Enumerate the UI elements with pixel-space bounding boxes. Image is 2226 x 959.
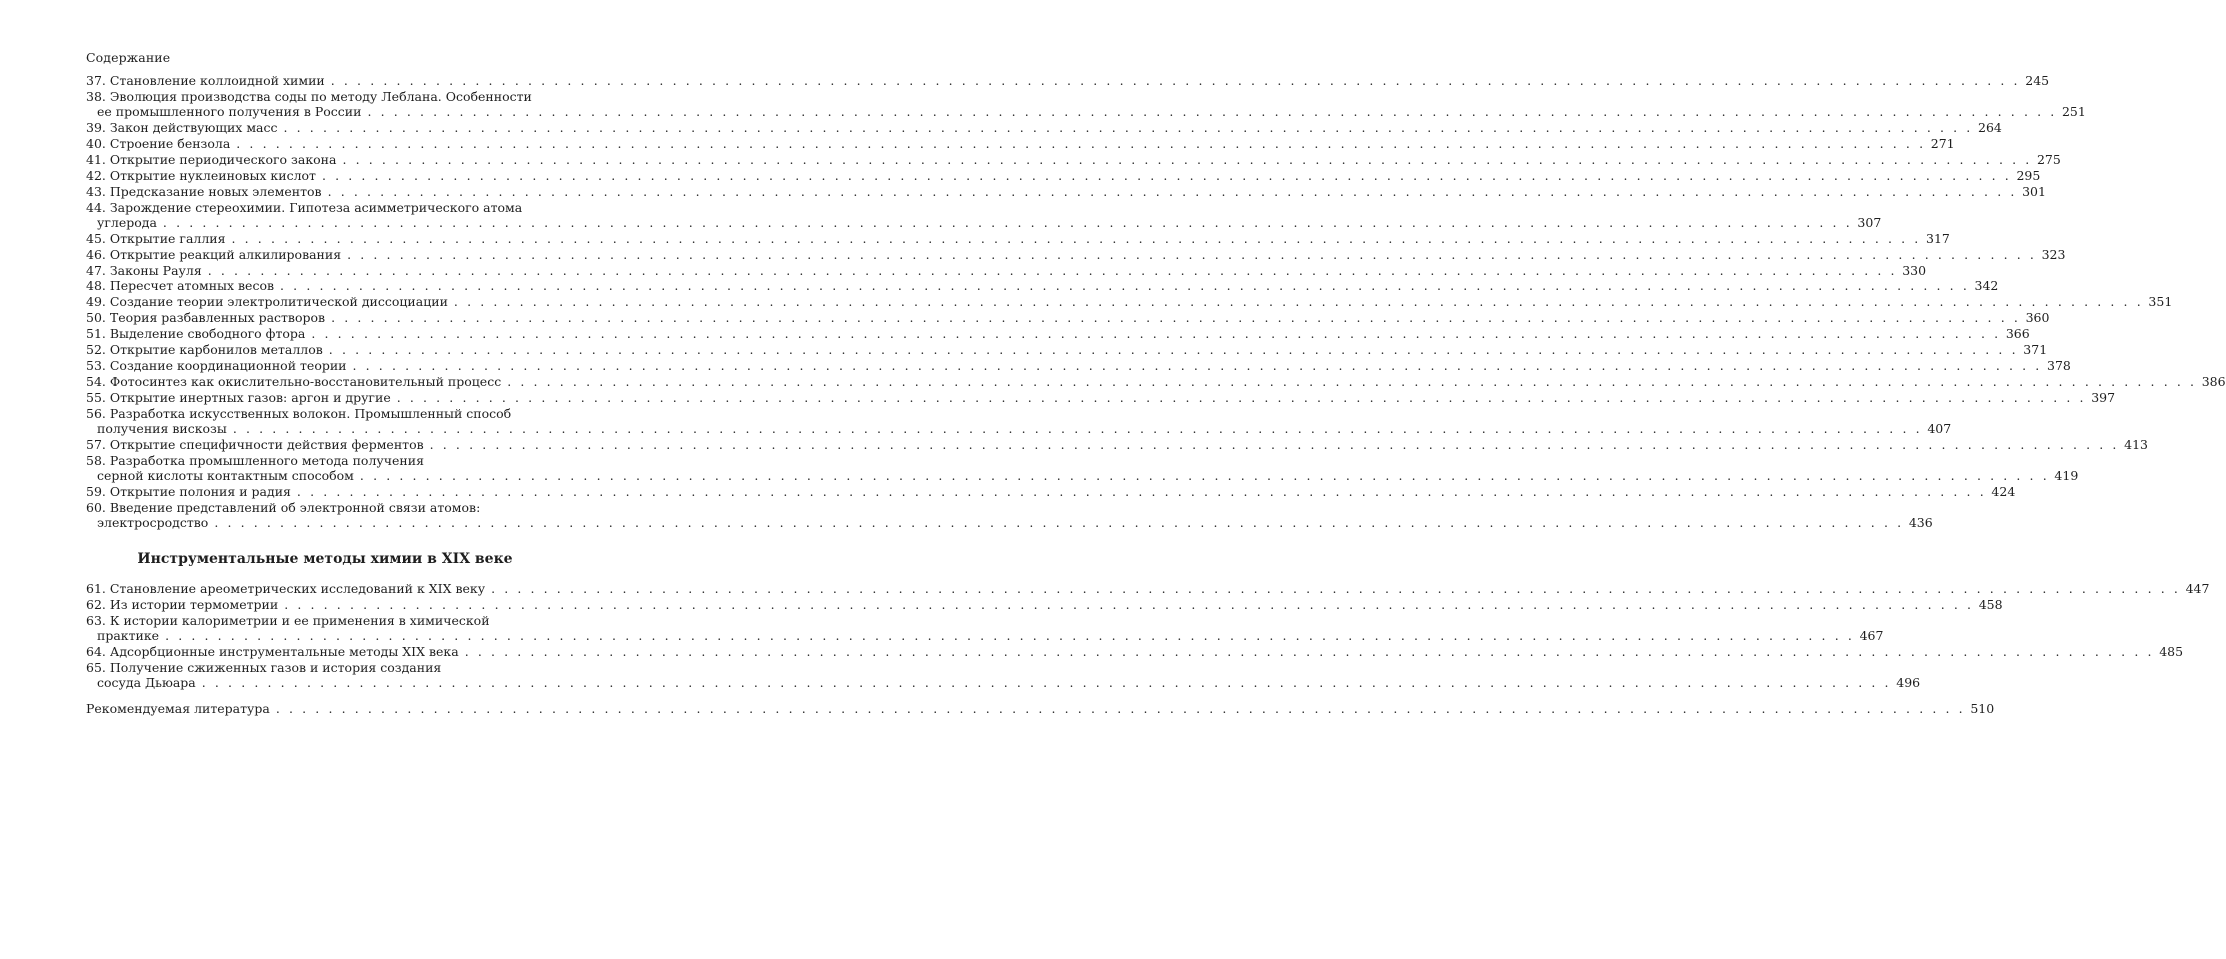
toc-page-number: 424 xyxy=(1991,483,2016,499)
dot-leader xyxy=(507,374,2196,389)
toc-entry-line xyxy=(86,200,564,215)
toc-page-number: 467 xyxy=(1859,628,1884,644)
toc-entry-title: 43. Предсказание новых элементов xyxy=(86,183,322,199)
toc-page-number: 307 xyxy=(1857,214,1882,230)
toc-page-number: 251 xyxy=(2061,104,2086,120)
toc-page-number: 436 xyxy=(1908,514,1933,530)
toc-entry-title: электросродство xyxy=(97,514,209,530)
toc-entry-title: углерода xyxy=(97,214,157,230)
toc-entry-line xyxy=(86,167,2041,183)
dot-leader xyxy=(367,104,2056,119)
running-head: Содержание xyxy=(86,50,171,65)
dot-leader xyxy=(202,675,1891,690)
dot-leader xyxy=(328,184,2017,199)
toc-entry[interactable] xyxy=(86,88,2086,120)
toc-entry-line xyxy=(86,420,1952,436)
toc-entry-line xyxy=(86,341,2048,357)
section-heading: Инструментальные методы химии в XIX веке xyxy=(137,551,513,568)
dot-leader xyxy=(353,358,2042,373)
toc-entry-line xyxy=(86,644,2184,660)
toc-entry-line xyxy=(86,310,2050,326)
toc-entry-literature[interactable] xyxy=(86,701,1995,717)
toc-entry-title: сосуда Дьюара xyxy=(97,675,196,691)
toc-page-number: 485 xyxy=(2159,644,2184,660)
toc-entry[interactable] xyxy=(86,597,2003,613)
toc-entry-line xyxy=(86,483,2016,499)
toc-page-number: 386 xyxy=(2201,373,2226,389)
toc-entry-line xyxy=(86,514,1933,530)
toc-page-number: 407 xyxy=(1927,420,1952,436)
toc-entry-line xyxy=(86,294,2173,310)
dot-leader xyxy=(322,168,2011,183)
toc-entry-title: 58. Разработка промышленного метода получения xyxy=(86,452,424,468)
toc-entry-title: 57. Открытие специфичности действия ферментов xyxy=(86,436,424,452)
dot-leader xyxy=(331,310,2020,325)
toc-entry[interactable] xyxy=(86,357,2071,373)
toc-entry[interactable] xyxy=(86,262,1927,278)
toc-page-number: 496 xyxy=(1896,675,1921,691)
toc-page-number: 447 xyxy=(2185,581,2210,597)
toc-entry-title: 39. Закон действующих масс xyxy=(86,120,278,136)
toc-entry-line xyxy=(86,660,564,675)
toc-page-number: 458 xyxy=(1978,597,2003,613)
toc-entry-title: 62. Из истории термометрии xyxy=(86,597,279,613)
toc-page-number: 413 xyxy=(2124,436,2148,452)
toc-entry-title: 46. Открытие реакций алкилирования xyxy=(86,246,342,262)
dot-leader xyxy=(232,231,1921,246)
toc-entry-line xyxy=(86,104,2086,120)
toc-entry-line xyxy=(86,183,2046,199)
dot-leader xyxy=(465,644,2154,659)
toc-entry-title: 54. Фотосинтез как окислительно-восстановительный процесс xyxy=(86,373,502,389)
dot-leader xyxy=(208,263,1897,278)
toc-page-number: 397 xyxy=(2091,389,2116,405)
toc-entry-line xyxy=(86,262,1927,278)
toc-entry[interactable] xyxy=(86,389,2116,405)
dot-leader xyxy=(329,342,2018,357)
toc-entry[interactable] xyxy=(86,613,1884,644)
toc-entry[interactable] xyxy=(86,294,2173,310)
toc-entry-line xyxy=(86,597,2003,613)
toc-page-number: 245 xyxy=(2025,73,2050,88)
toc-entry-title: 45. Открытие галлия xyxy=(86,230,226,246)
toc-entry-title: 63. К истории калориметрии и ее применения в химической xyxy=(86,613,490,629)
toc-entry-line xyxy=(86,581,2210,597)
toc-entry[interactable] xyxy=(86,151,2061,167)
toc-entry-title: 65. Получение сжиженных газов и история создания xyxy=(86,660,442,676)
toc-entry-line xyxy=(86,389,2116,405)
toc-entry-line xyxy=(86,246,2066,262)
toc-entry[interactable] xyxy=(86,452,2079,484)
dot-leader xyxy=(280,278,1969,293)
toc-entry-title: 49. Создание теории электролитической диссоциации xyxy=(86,294,448,310)
toc-entry-line xyxy=(86,500,564,515)
toc-entry-line xyxy=(86,436,2148,452)
dot-leader xyxy=(284,120,1973,135)
toc-entry-line xyxy=(86,73,2050,88)
toc-entry-line xyxy=(86,326,2030,342)
dot-leader xyxy=(236,136,1925,151)
toc-entry-title: 56. Разработка искусственных волокон. Промышленный способ xyxy=(86,405,512,421)
toc-entry-title: 59. Открытие полония и радия xyxy=(86,483,291,499)
toc-entry-line xyxy=(86,278,1999,294)
toc-list-chapters xyxy=(86,73,2226,530)
toc-list-instrumental xyxy=(86,581,2210,691)
toc-entry-line xyxy=(86,406,564,421)
toc-page-number: 419 xyxy=(2054,467,2079,483)
toc-entry-line xyxy=(86,613,564,628)
toc-entry-line xyxy=(86,675,1921,691)
toc-entry-title: 38. Эволюция производства соды по методу Леблана. Особенности xyxy=(86,88,532,104)
toc-entry-title: 61. Становление ареометрических исследований к XIX веку xyxy=(86,581,486,597)
table-of-contents xyxy=(86,73,2226,717)
toc-page-number: 271 xyxy=(1930,135,1955,151)
dot-leader xyxy=(360,468,2049,483)
toc-entry[interactable] xyxy=(86,373,2226,389)
dot-leader xyxy=(284,597,1973,612)
toc-entry[interactable] xyxy=(86,167,2041,183)
toc-entry-title: ее промышленного получения в России xyxy=(97,104,362,120)
toc-entry-line xyxy=(86,151,2061,167)
toc-page-number: 275 xyxy=(2036,151,2061,167)
toc-entry[interactable] xyxy=(86,581,2210,597)
toc-page-number: 510 xyxy=(1970,701,1995,717)
toc-entry-title: 53. Создание координационной теории xyxy=(86,357,347,373)
toc-entry[interactable] xyxy=(86,230,1950,246)
spacer xyxy=(86,691,564,701)
toc-entry-title: 40. Строение бензола xyxy=(86,135,231,151)
toc-entry-title: 47. Законы Рауля xyxy=(86,262,202,278)
toc-entry[interactable] xyxy=(86,644,2184,660)
toc-page-number: 342 xyxy=(1974,278,1999,294)
toc-page-number: 295 xyxy=(2016,167,2041,183)
toc-entry[interactable] xyxy=(86,405,1952,437)
toc-entry-title: 52. Открытие карбонилов металлов xyxy=(86,341,323,357)
dot-leader xyxy=(454,294,2143,309)
toc-entry[interactable] xyxy=(86,73,2050,88)
toc-entry-line xyxy=(86,135,1955,151)
toc-entry[interactable] xyxy=(86,278,1999,294)
toc-entry-title: серной кислоты контактным способом xyxy=(97,467,354,483)
dot-leader xyxy=(347,247,2036,262)
toc-entry[interactable] xyxy=(86,341,2048,357)
dot-leader xyxy=(165,628,1854,643)
toc-page-number: 351 xyxy=(2148,294,2173,310)
dot-leader xyxy=(491,581,2180,596)
toc-page-number: 301 xyxy=(2022,183,2046,199)
toc-page-number: 378 xyxy=(2047,357,2071,373)
toc-entry[interactable] xyxy=(86,246,2066,262)
dot-leader xyxy=(397,390,2086,405)
toc-page-number: 330 xyxy=(1902,262,1927,278)
toc-entry-line xyxy=(86,89,564,104)
toc-page-number: 317 xyxy=(1926,230,1950,246)
toc-entry[interactable] xyxy=(86,183,2046,199)
dot-leader xyxy=(214,515,1903,530)
toc-entry[interactable] xyxy=(86,483,2016,499)
toc-entry-title: 60. Введение представлений об электронной связи атомов: xyxy=(86,499,481,515)
toc-entry[interactable] xyxy=(86,199,1882,231)
dot-leader xyxy=(233,421,1922,436)
dot-leader xyxy=(342,152,2031,167)
toc-entry-line xyxy=(86,373,2226,389)
toc-entry-title: 44. Зарождение стереохимии. Гипотеза асимметрического атома xyxy=(86,199,523,215)
dot-leader xyxy=(430,437,2119,452)
toc-entry[interactable] xyxy=(86,499,1933,531)
toc-entry-title: практике xyxy=(97,628,160,644)
toc-page-number: 323 xyxy=(2041,246,2066,262)
toc-entry-title: 48. Пересчет атомных весов xyxy=(86,278,275,294)
toc-entry[interactable] xyxy=(86,120,2002,136)
toc-page-number: 366 xyxy=(2005,326,2030,342)
toc-entry-title: 41. Открытие периодического закона xyxy=(86,151,337,167)
dot-leader xyxy=(297,484,1986,499)
toc-entry-title: 51. Выделение свободного фтора xyxy=(86,326,306,342)
toc-entry-title: 64. Адсорбционные инструментальные методы XIX века xyxy=(86,644,459,660)
toc-entry-title: 42. Открытие нуклеиновых кислот xyxy=(86,167,316,183)
toc-entry[interactable] xyxy=(86,436,2148,452)
toc-entry-line xyxy=(86,230,1950,246)
toc-entry-line xyxy=(86,701,1995,717)
dot-leader xyxy=(276,701,1965,716)
toc-page-number: 371 xyxy=(2023,341,2048,357)
toc-entry[interactable] xyxy=(86,326,2030,342)
toc-entry[interactable] xyxy=(86,310,2050,326)
toc-entry-line xyxy=(86,120,2002,136)
toc-entry[interactable] xyxy=(86,135,1955,151)
toc-entry-title: 50. Теория разбавленных растворов xyxy=(86,310,326,326)
toc-entry-title: 55. Открытие инертных газов: аргон и другие xyxy=(86,389,391,405)
toc-page-number: 360 xyxy=(2025,310,2050,326)
toc-entry-line xyxy=(86,453,564,468)
toc-entry-title: 37. Становление коллоидной химии xyxy=(86,73,325,88)
dot-leader xyxy=(311,326,2000,341)
toc-entry-line xyxy=(86,214,1882,230)
toc-entry-line xyxy=(86,357,2071,373)
toc-entry-title: получения вискозы xyxy=(97,420,227,436)
toc-page-number: 264 xyxy=(1978,120,2002,136)
dot-leader xyxy=(163,215,1852,230)
toc-entry-line xyxy=(86,467,2079,483)
toc-entry[interactable] xyxy=(86,660,1921,691)
toc-entry-title: Рекомендуемая литература xyxy=(86,701,270,717)
dot-leader xyxy=(331,73,2020,88)
toc-entry-line xyxy=(86,628,1884,644)
